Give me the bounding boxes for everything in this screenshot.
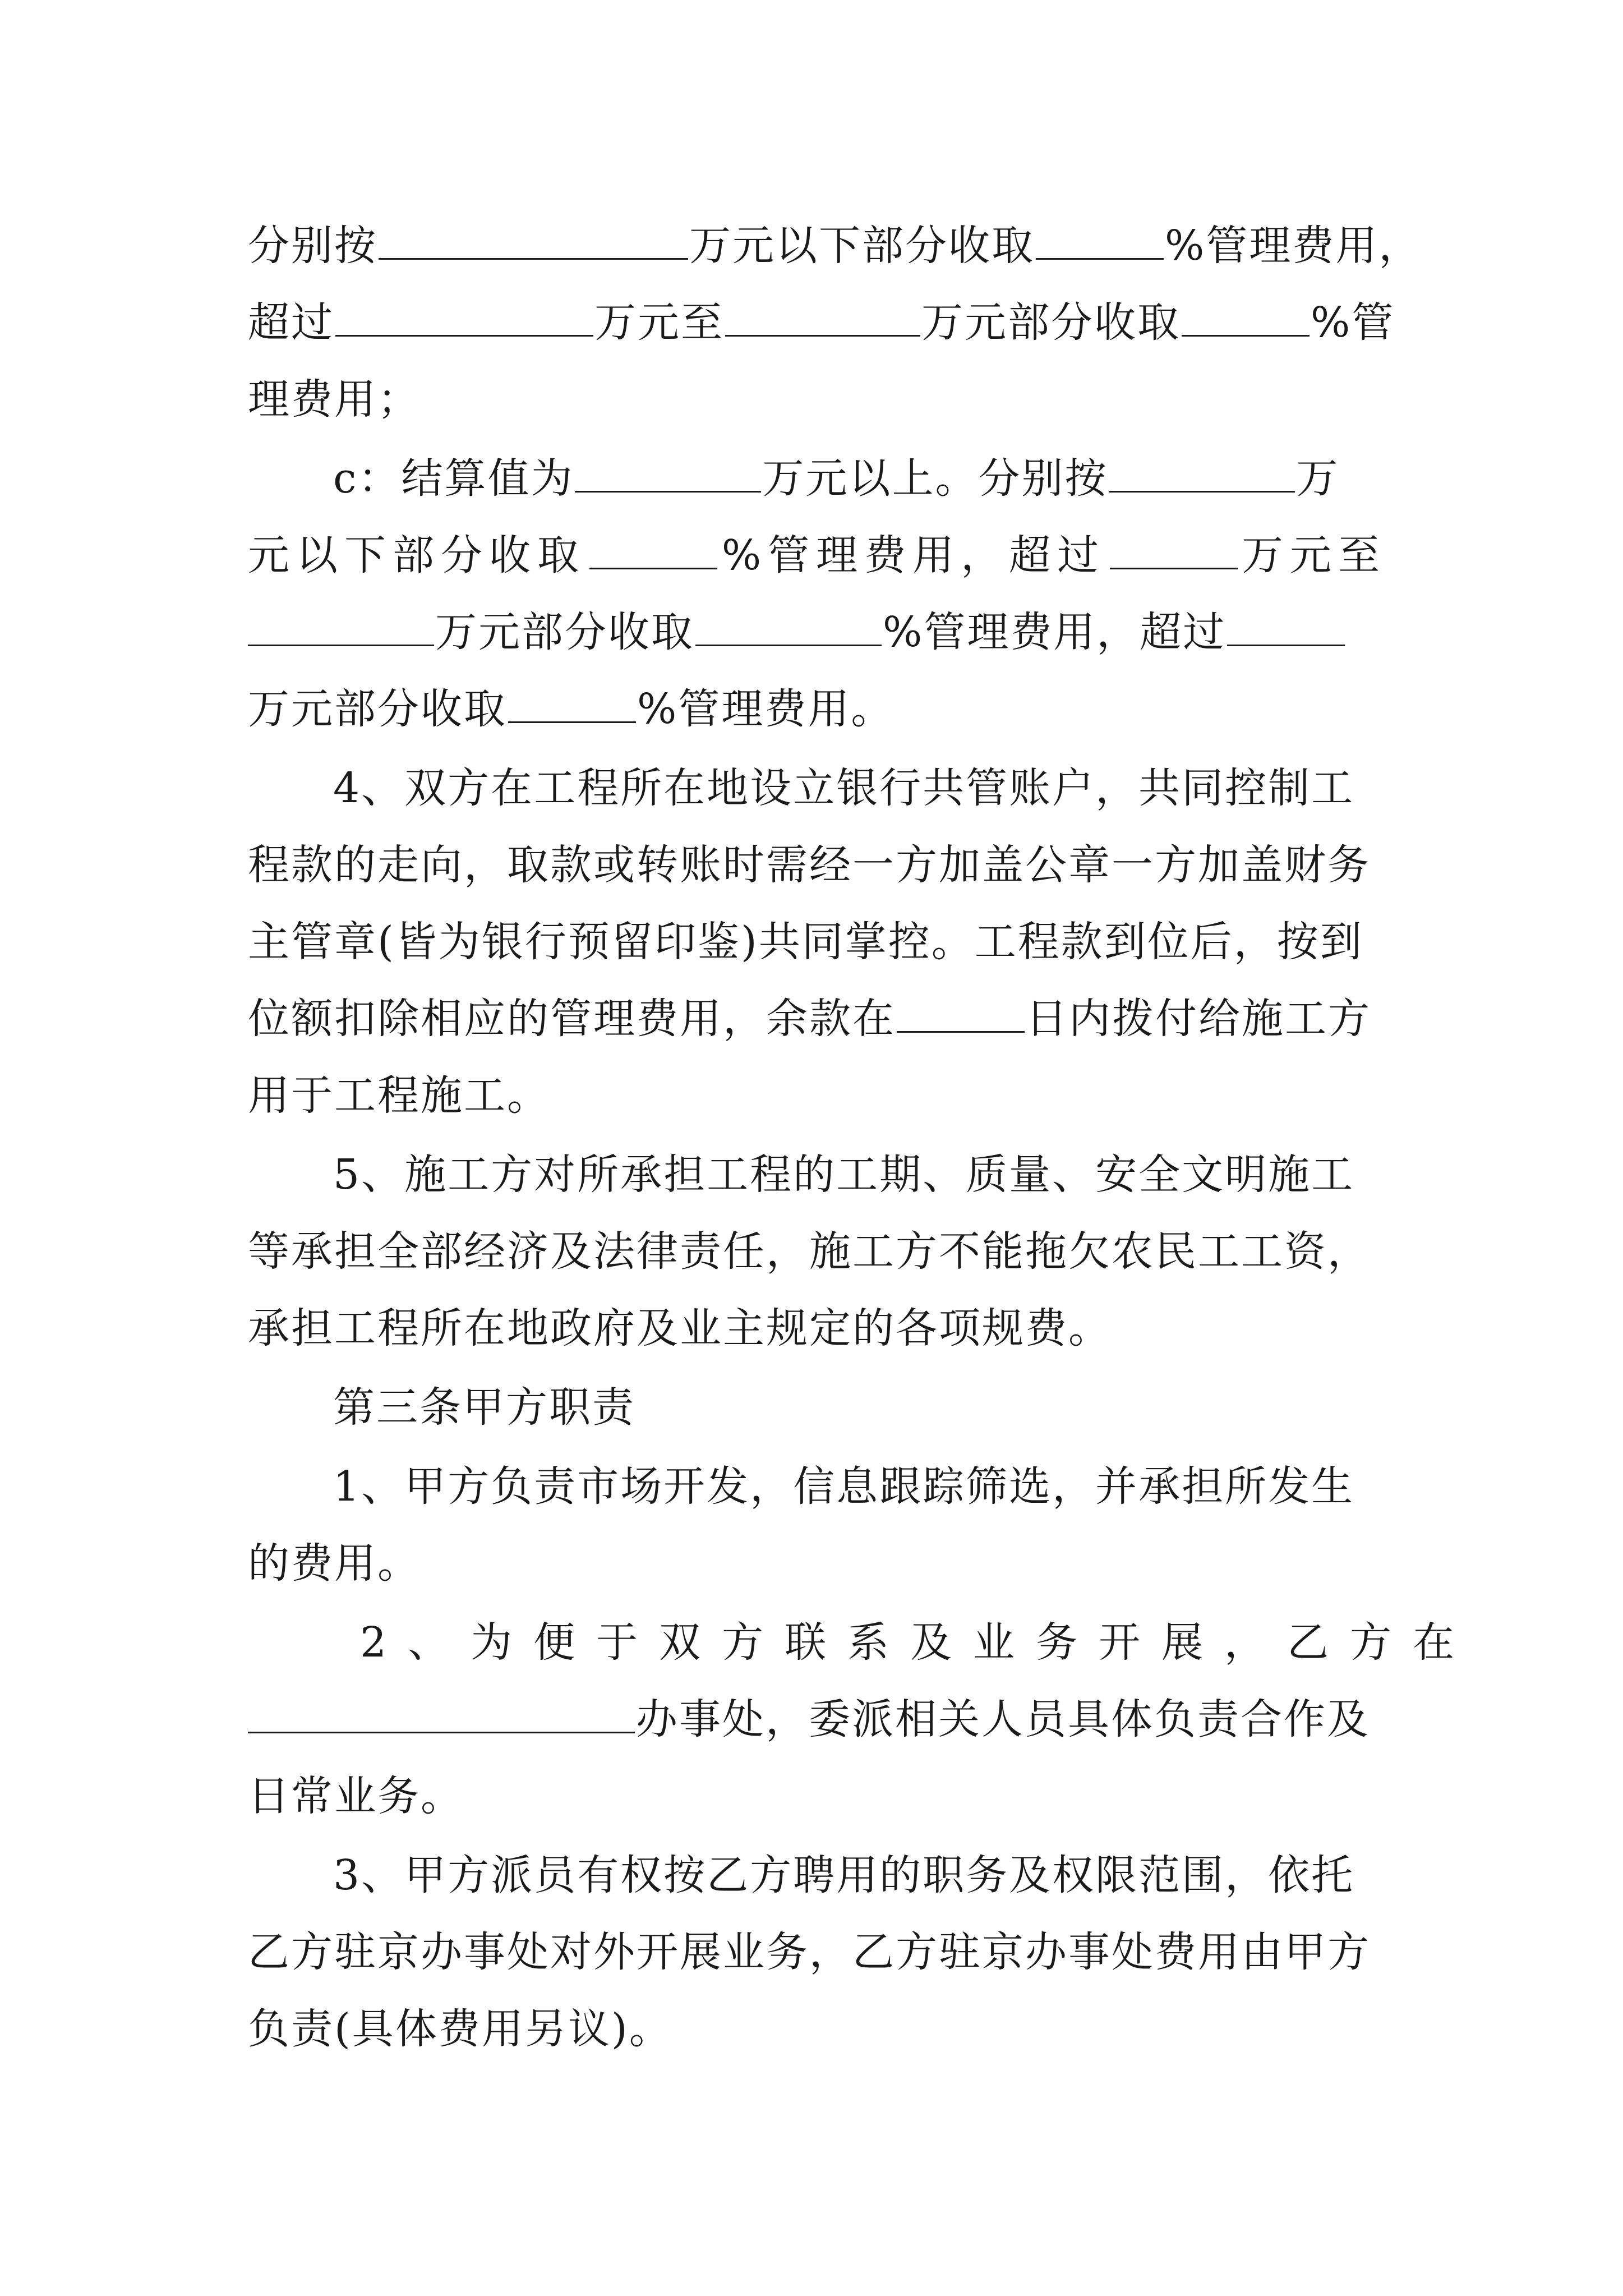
text-line: 分别按 万元以下部分收取 %管理费用，	[248, 222, 1422, 270]
text-line: 程款的走向，取款或转账时需经一方加盖公章一方加盖财务	[248, 841, 1371, 889]
text-line: 等承担全部经济及法律责任，施工方不能拖欠农民工工资，	[248, 1227, 1371, 1276]
fill-blank[interactable]	[1110, 536, 1238, 569]
fill-blank[interactable]	[248, 1700, 635, 1733]
section-heading: 第三条甲方职责	[333, 1383, 635, 1432]
fill-blank[interactable]	[508, 690, 636, 723]
fill-blank[interactable]	[1109, 459, 1295, 493]
text-line: 超过 万元至 万元部分收取 %管	[248, 298, 1395, 347]
text-line: 4、双方在工程所在地设立银行共管账户，共同控制工	[333, 764, 1355, 812]
text-line: 1、甲方负责市场开发，信息跟踪筛选，并承担所发生	[333, 1462, 1355, 1511]
text-line: 乙方驻京办事处对外开展业务，乙方驻京办事处费用由甲方	[248, 1928, 1371, 1976]
text-line: 元以下部分收取 %管理费用，超过 万元至	[248, 531, 1386, 579]
text-line: 主管章(皆为银行预留印鉴)共同掌控。工程款到位后，按到	[248, 918, 1363, 966]
text-line: 位额扣除相应的管理费用，余款在 日内拨付给施工方	[248, 995, 1371, 1043]
text-line: 负责(具体费用另议)。	[248, 2005, 672, 2053]
fill-blank[interactable]	[1227, 613, 1345, 646]
fill-blank[interactable]	[335, 303, 593, 337]
text-line: 万元部分收取 %管理费用。	[248, 685, 895, 733]
fill-blank[interactable]	[589, 536, 717, 569]
text-line: 2、为便于双方联系及业务开展，乙方在	[360, 1618, 1476, 1667]
fill-blank[interactable]	[695, 613, 882, 646]
text-line: 办事处，委派相关人员具体负责合作及	[248, 1681, 1386, 1758]
fill-blank[interactable]	[897, 1000, 1025, 1033]
text-line: 的费用。	[248, 1539, 421, 1588]
text-line: 万元部分收取 %管理费用，超过	[248, 594, 1386, 671]
fill-blank[interactable]	[725, 303, 920, 337]
text-line: 理费用；	[248, 375, 421, 424]
text-line: 用于工程施工。	[248, 1071, 550, 1120]
text-line: 3、甲方派员有权按乙方聘用的职务及权限范围，依托	[333, 1851, 1355, 1899]
text-line: c：结算值为 万元以上。分别按 万	[333, 454, 1340, 503]
fill-blank[interactable]	[248, 613, 434, 646]
fill-blank[interactable]	[1182, 303, 1310, 337]
document-page	[248, 208, 1476, 2068]
fill-blank[interactable]	[379, 227, 688, 260]
text-line: 5、施工方对所承担工程的工期、质量、安全文明施工	[333, 1151, 1355, 1199]
text-line: 承担工程所在地政府及业主规定的各项规费。	[248, 1304, 1112, 1352]
text-line: 日常业务。	[248, 1772, 464, 1820]
fill-blank[interactable]	[1036, 227, 1164, 260]
fill-blank[interactable]	[575, 459, 761, 493]
